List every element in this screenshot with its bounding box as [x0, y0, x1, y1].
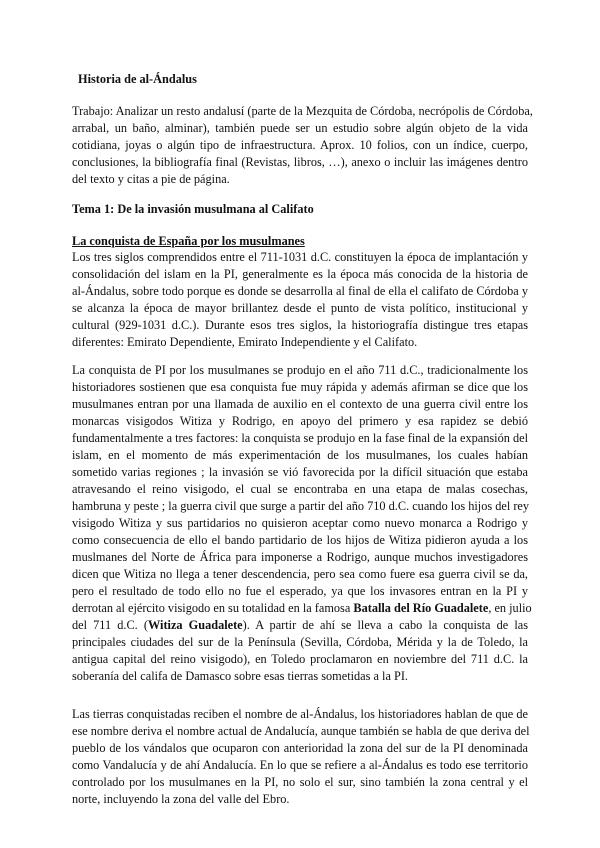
text-line: al-Ándalus, sobre todo porque es donde se desarrolla al final de ella el califato de Córdoba y — [72, 284, 528, 298]
text-line: musulmanes entran por una llamada de auxilio en el contexto de una guerra civil entre los — [72, 397, 528, 411]
text-line: soberanía del califa de Damasco sobre esas tierras sometidas a la PI. — [72, 669, 408, 683]
text-line: como Vandalucía y de ahí Andalucía. En lo que se refiere a al-Ándalus es todo ese territorio — [72, 758, 528, 772]
subsection-title: La conquista de España por los musulmanes — [72, 234, 305, 248]
section-title: Tema 1: De la invasión musulmana al Califato — [72, 202, 314, 216]
text-run: derrotan al ejército visigodo en su totalidad en la famosa — [72, 601, 354, 615]
text-line: muslmanes del Norte de África para imponerse a Rodrigo, aunque muchos investigadores — [72, 550, 528, 564]
text-line: visigodo Witiza y sus partidarios no quisieron aceptar como nuevo monarca a Rodrigo y — [72, 516, 528, 530]
text-line: cotidiana, joyas o algún tipo de infraestructura. Aprox. 10 folios, con un índice, cuerpo, — [72, 138, 528, 152]
text-line: se alcanza la época de mayor brillantez desde el punto de vista político, institucional y — [72, 301, 528, 315]
text-line: Trabajo: Analizar un resto andalusí (parte de la Mezquita de Córdoba, necrópolis de Córdoba, — [72, 104, 533, 118]
text-line: antigua capital del reino visigodo), en Toledo proclamaron en noviembre del 711 d.C. la — [72, 652, 528, 666]
text-run: , en julio — [488, 601, 532, 615]
text-line: hambruna y peste ; la guerra civil que surge a partir del año 710 d.C. cuando los hijos del rey — [72, 499, 530, 513]
text-line: islam, en el momento de más experimentación de los musulmanes, los cuales habían — [72, 448, 528, 462]
text-line: principales ciudades del sur de la Península (Sevilla, Córdoba, Mérida y la de Toledo, la — [72, 635, 528, 649]
text-run: ). A partir de ahí se lleva a cabo la conquista de las — [242, 618, 529, 632]
text-line: dicen que Witiza no llega a tener descendencia, pero sea como fuere esa guerra civil se da, — [72, 567, 528, 581]
bold-term: Witiza Guadalete — [147, 618, 243, 632]
text-line: diferentes: Emirato Dependiente, Emirato Independiente y el Califato. — [72, 335, 418, 349]
text-line: monarcas visigodos Witiza y Rodrigo, en apoyo del primero y esa rapidez se debió — [72, 414, 528, 428]
document-title: Historia de al-Ándalus — [78, 72, 197, 86]
text-line: ese nombre deriva el nombre actual de Andalucía, aunque también se habla de que deriva del — [72, 724, 530, 738]
text-line: sometido varias regiones ; la invasión se vió favorecida por la difícil situación que estaba — [72, 465, 528, 479]
text-line — [72, 618, 528, 633]
text-line: historiadores sostienen que esa conquista fue muy rápida y además afirman se dice que los — [72, 380, 528, 394]
bold-term: Batalla del Río Guadalete — [353, 601, 489, 615]
text-line: del texto y citas a pie de página. — [72, 172, 230, 186]
text-line: como consecuencia de ello el bando partidario de los hijos de Witiza pidieron ayuda a los — [72, 533, 528, 547]
text-line: fundamentalmente a tres factores: la conquista se produjo en la fase final de la expansión del — [72, 431, 528, 445]
text-line: La conquista de PI por los musulmanes se produjo en el año 711 d.C., tradicionalmente los — [72, 363, 528, 377]
text-line: atravesando el reino visigodo, el cual se encontraba en una etapa de malas cosechas, — [72, 482, 528, 496]
text-line: Los tres siglos comprendidos entre el 711-1031 d.C. constituyen la época de implantación y — [72, 250, 528, 264]
text-line — [72, 601, 532, 616]
text-line: pueblo de los vándalos que ocuparon con anterioridad la zona del sur de la PI denominada — [72, 741, 528, 755]
text-line: conclusiones, la bibliografía final (Revistas, libros, …), anexo o incluir las imágenes dentro — [72, 155, 528, 169]
text-line: arrabal, un baño, alminar), también puede ser un estudio sobre algún objeto de la vida — [72, 121, 528, 135]
text-line: pero el resultado de todo ello no fue el esperado, ya que los invasores entran en la PI y — [72, 584, 528, 598]
text-line: cultural (929-1031 d.C.). Durante esos tres siglos, la historiografía distingue tres etapas — [72, 318, 528, 332]
text-line: Las tierras conquistadas reciben el nombre de al-Ándalus, los historiadores hablan de que de — [72, 707, 528, 721]
text-run: del 711 d.C. ( — [72, 618, 148, 632]
text-line: norte, incluyendo la zona del valle del Ebro. — [72, 792, 290, 806]
text-line: consolidación del islam en la PI, generalmente es la época más conocida de la historia de — [72, 267, 528, 281]
text-line: controlado por los musulmanes en la PI, no solo el sur, sino también la zona central y el — [72, 775, 528, 789]
